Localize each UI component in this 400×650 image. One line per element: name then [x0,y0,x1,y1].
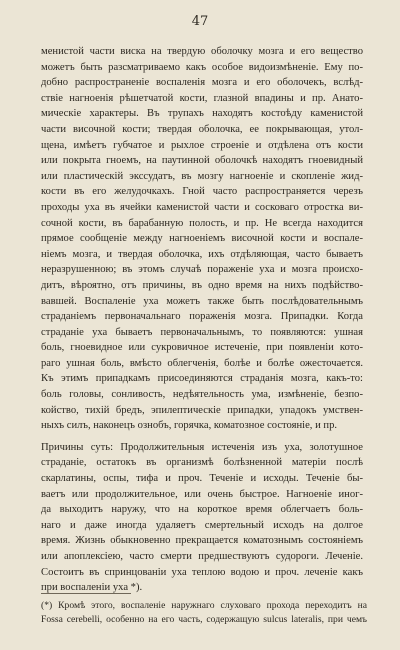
text-line: добно распространеніе воспаленія мозга и его оболочекъ, вслѣд- [41,77,363,89]
text-line: страданіемъ первоначальнаго пораженія мозга. Припадки. Когда [41,311,363,323]
text-line: время. Жизнь обыкновенно прекращается коматознымъ состояніемъ [41,535,363,547]
text-line: Причины суть: Продолжительныя истеченія изъ уха, золотушное [41,441,363,453]
text-line: боль, гноевидное или сукровичное истеченіе, при появленіи кото- [41,342,363,354]
footnote-divider [41,593,131,594]
text-line: мическіе характеры. Въ трупахъ находятъ костоѣду каменистой [41,108,363,120]
text-line: неразрушенною; въ этомъ случаѣ пораженіе уха и мозга происхо- [41,264,363,276]
text-line: Къ этимъ припадкамъ присоединяются страданія мозга, какъ-то: [41,373,363,385]
page-number: 47 [191,14,209,29]
text-line: ваетъ или продолжительное, или очень быстрое. Нагноеніе иног- [41,488,363,500]
text-line: страданіе, остатокъ въ организмѣ болѣзненной матеріи послѣ [41,457,363,469]
text-line: дитъ, вѣроятно, отъ причины, въ одно время на нихъ подѣйство- [41,279,363,291]
text-line: можетъ быть разсматриваемо какъ особое видоизмѣненіе. Ему по- [41,61,363,73]
text-line: боль головы, сонливость, недѣятельность ума, измѣненіе, безпо- [41,389,363,401]
text-line: ніемъ мозга, и твердая оболочка, ихъ отдѣляющая, часто бываетъ [41,248,363,260]
text-line: проходы уха въ ячейки каменистой части и сосковаго отростка ви- [41,201,363,213]
text-line: да выходитъ наружу, что на короткое время облегчаетъ боль- [41,504,363,516]
text-line: части височной кости; твердая оболочка, ее покрывающая, утол- [41,123,363,135]
footnote-line: Fossa cerebelli, особенно на его часть, содержащую sulcus lateralis, при чемъ [41,614,367,625]
text-line: или апоплексіею, часто смерти предшествуютъ судороги. Леченіе. [41,551,363,562]
text-line: раго ушная боль, вмѣсто облегченія, болѣе и болѣе ожесточается. [41,357,363,369]
text-line: или пластическій экссудатъ, въ мозгу нагноеніе и скопленіе жид- [41,170,363,182]
text-line: страданіе уха бываетъ первоначальнымъ, то появляются: ушная [41,326,363,338]
text-line: менистой части виска на твердую оболочку мозга и его вещество [41,46,363,57]
text-line: сочной кости, въ барабанную полость, и пр. Не всегда находится [41,217,363,229]
text-line: ныхъ силъ, наконецъ ознобъ, горячка, коматозное состояніе, и пр. [41,420,338,432]
text-line: наго и даже иногда удаляетъ смертельный исходъ на долгое [41,519,363,531]
text-line: скарлатины, оспы, тифа и проч. Теченіе и исходы. Теченіе бы- [41,473,363,485]
text-line: койство, тихій бредъ, эпилептическіе припадки, упадокъ умствен- [41,404,363,416]
text-line: кости въ его желудочкахъ. Гной часто распространяется черезъ [41,186,363,198]
text-line: вавшей. Воспаленіе уха можетъ также быть послѣдовательнымъ [41,295,363,307]
text-line: при воспаленіи уха *). [41,582,143,594]
text-line: ствіе нагноенія рѣшетчатой кости, глазной впадины и пр. Анато- [41,92,363,104]
text-line: или покрыта гноемъ, на паутинной оболочкѣ находятъ гноевидный [41,155,363,167]
text-line: щена, имѣетъ губчатое и рыхлое строеніе и отдѣлена отъ кости [41,139,363,151]
footnote [41,599,367,627]
footnote-line: (*) Кромѣ этого, воспаленіе наружнаго слуховаго прохода переходитъ на [41,600,367,611]
text-line: прямое сообщеніе между нагноеніемъ височной кости и воспале- [41,233,363,245]
text-line: Состоитъ въ спринцованіи уха теплою водою и проч. леченіе какъ [41,566,363,578]
main-text [41,44,363,596]
